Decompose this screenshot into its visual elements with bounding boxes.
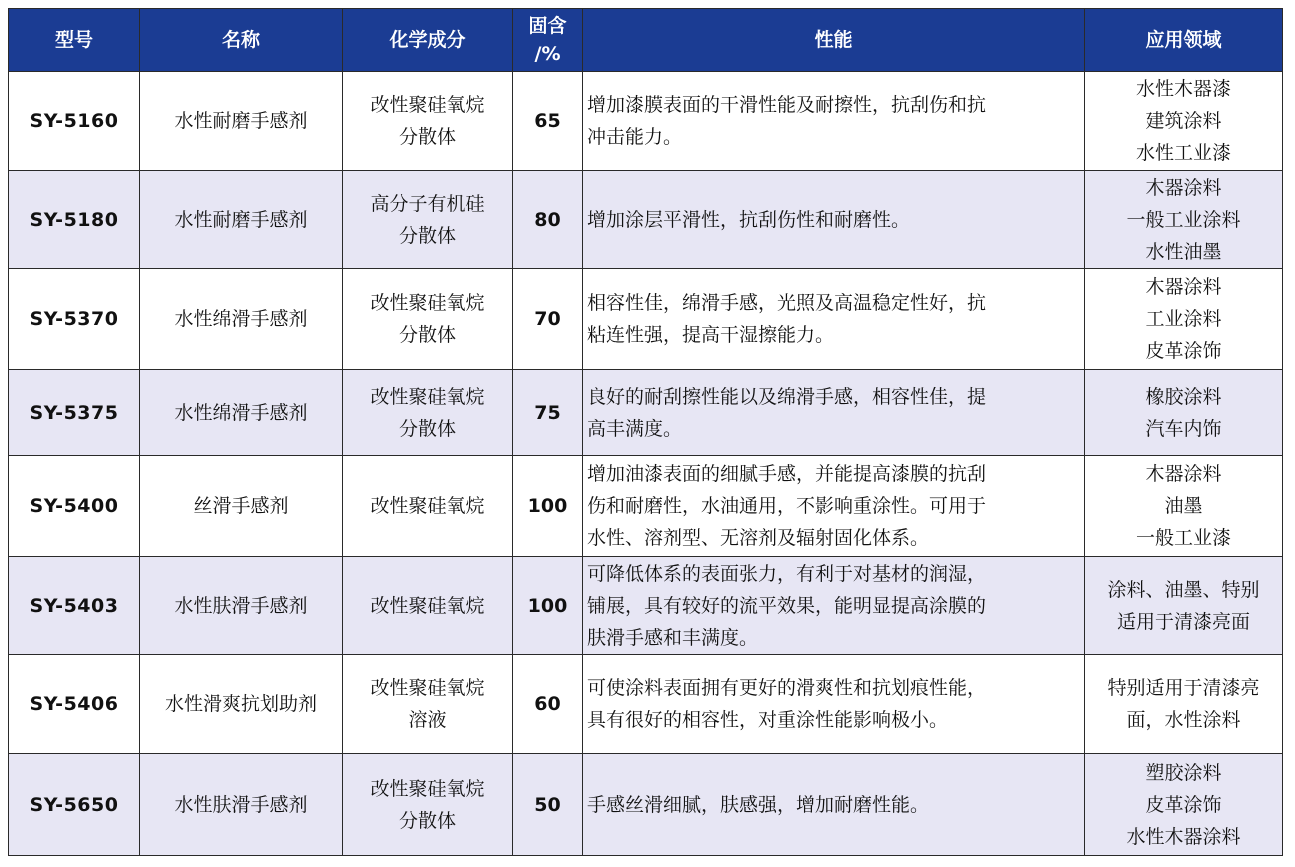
header-application: 应用领域 [1085,9,1283,72]
table-row [9,171,1283,269]
cell-solid-content: 50 [513,754,583,856]
cell-composition [343,655,513,754]
cell-model: SY-5160 [9,72,140,171]
cell-application [1085,269,1283,370]
cell-name: 水性绵滑手感剂 [140,269,343,370]
cell-application-line: 水性油墨 [1145,240,1222,263]
table-body [9,72,1283,856]
cell-solid-content: 75 [513,370,583,456]
cell-composition-line: 分散体 [398,417,456,440]
cell-performance-line: 可使涂料表面拥有更好的滑爽性和抗划痕性能， [587,677,987,699]
cell-composition-line: 改性聚硅氧烷 [370,94,485,116]
cell-solid-content: 60 [513,655,583,754]
cell-application-line: 工业涂料 [1145,308,1222,330]
cell-performance-line: 具有很好的相容性，对重涂性能影响极小。 [587,709,949,731]
header-model: 型号 [9,9,140,72]
cell-performance [583,655,1085,754]
table-row [9,269,1283,370]
cell-model: SY-5370 [9,269,140,370]
cell-performance-line: 相容性佳，绵滑手感，光照及高温稳定性好，抗 [587,292,987,314]
cell-composition [343,370,513,456]
cell-performance-line: 冲击能力。 [587,126,683,148]
cell-application [1085,171,1283,269]
cell-performance-line: 良好的耐刮擦性能以及绵滑手感，相容性佳，提 [587,385,987,408]
cell-name: 水性耐磨手感剂 [140,72,343,171]
cell-performance-line: 可降低体系的表面张力，有利于对基材的润湿， [587,562,987,585]
cell-performance [583,557,1085,655]
cell-performance-line: 高丰满度。 [587,417,683,440]
cell-application-line: 皮革涂饰 [1145,340,1222,362]
cell-composition-line: 改性聚硅氧烷 [370,677,485,699]
cell-composition-line: 分散体 [398,324,456,346]
header-performance: 性能 [583,9,1085,72]
cell-application-line: 皮革涂饰 [1145,793,1222,816]
cell-performance-line: 粘连性强，提高干湿擦能力。 [587,324,835,346]
cell-name: 丝滑手感剂 [140,456,343,557]
cell-composition [343,557,513,655]
cell-composition [343,171,513,269]
cell-performance [583,269,1085,370]
cell-application [1085,754,1283,856]
cell-model: SY-5403 [9,557,140,655]
cell-performance-line: 增加油漆表面的细腻手感，并能提高漆膜的抗刮 [587,463,987,485]
cell-composition [343,456,513,557]
cell-performance-line: 增加涂层平滑性，抗刮伤性和耐磨性。 [587,208,911,231]
cell-performance-line: 水性、溶剂型、无溶剂及辐射固化体系。 [587,527,930,549]
table-row [9,754,1283,856]
cell-application-line: 涂料、油墨、特别 [1107,578,1260,601]
cell-composition-line: 改性聚硅氧烷 [370,292,485,314]
cell-performance-line: 铺展，具有较好的流平效果，能明显提高涂膜的 [587,594,987,617]
header-solid-line1: 固含 [528,15,567,37]
cell-application-line: 木器涂料 [1145,463,1222,485]
cell-performance [583,456,1085,557]
cell-solid-content: 100 [513,456,583,557]
cell-composition-line: 改性聚硅氧烷 [370,385,485,408]
cell-performance [583,171,1085,269]
product-spec-table [8,8,1283,856]
cell-solid-content: 70 [513,269,583,370]
cell-application-line: 特别适用于清漆亮 [1107,677,1260,699]
header-name: 名称 [140,9,343,72]
table-row [9,370,1283,456]
table-row [9,72,1283,171]
cell-composition-line: 分散体 [398,126,456,148]
cell-composition-line: 改性聚硅氧烷 [370,777,485,800]
header-composition: 化学成分 [343,9,513,72]
cell-application-line: 一般工业漆 [1135,527,1231,549]
cell-performance [583,754,1085,856]
table-row [9,655,1283,754]
cell-composition-line: 分散体 [398,224,456,247]
cell-application-line: 面，水性涂料 [1126,709,1241,731]
cell-composition-line: 分散体 [398,809,456,832]
cell-composition [343,269,513,370]
table-row [9,557,1283,655]
cell-name: 水性肤滑手感剂 [140,557,343,655]
cell-model: SY-5180 [9,171,140,269]
cell-composition [343,754,513,856]
cell-name: 水性耐磨手感剂 [140,171,343,269]
cell-performance-line: 伤和耐磨性，水油通用，不影响重涂性。可用于 [587,495,987,517]
cell-solid-content: 80 [513,171,583,269]
cell-solid-content: 65 [513,72,583,171]
cell-application [1085,655,1283,754]
header-solid-content [513,9,583,72]
cell-model: SY-5406 [9,655,140,754]
cell-composition-line: 溶液 [408,709,447,731]
cell-model: SY-5375 [9,370,140,456]
cell-performance-line: 增加漆膜表面的干滑性能及耐擦性，抗刮伤和抗 [587,94,987,116]
cell-composition-line: 高分子有机硅 [370,192,485,215]
header-solid-line2: /% [534,43,561,65]
cell-model: SY-5400 [9,456,140,557]
cell-performance [583,72,1085,171]
cell-application [1085,557,1283,655]
cell-application [1085,370,1283,456]
table-row [9,456,1283,557]
cell-model: SY-5650 [9,754,140,856]
cell-composition [343,72,513,171]
cell-application-line: 一般工业涂料 [1126,208,1241,231]
cell-application [1085,456,1283,557]
cell-application-line: 水性木器涂料 [1126,825,1241,848]
cell-application-line: 木器涂料 [1145,176,1222,199]
cell-application-line: 汽车内饰 [1145,417,1222,440]
cell-performance-line: 肤滑手感和丰满度。 [587,626,759,649]
cell-name: 水性肤滑手感剂 [140,754,343,856]
cell-performance [583,370,1085,456]
cell-name: 水性绵滑手感剂 [140,370,343,456]
cell-application [1085,72,1283,171]
cell-solid-content: 100 [513,557,583,655]
cell-composition-line: 改性聚硅氧烷 [370,495,485,517]
table-header-row [9,9,1283,72]
cell-application-line: 木器涂料 [1145,276,1222,298]
cell-performance-line: 手感丝滑细腻，肤感强，增加耐磨性能。 [587,793,930,816]
cell-application-line: 橡胶涂料 [1145,385,1222,408]
cell-application-line: 建筑涂料 [1145,110,1222,132]
cell-application-line: 塑胶涂料 [1145,761,1222,784]
cell-name: 水性滑爽抗划助剂 [140,655,343,754]
cell-application-line: 油墨 [1164,495,1203,517]
cell-application-line: 水性工业漆 [1135,142,1231,164]
cell-application-line: 水性木器漆 [1135,78,1231,100]
cell-composition-line: 改性聚硅氧烷 [370,594,485,617]
cell-application-line: 适用于清漆亮面 [1116,610,1250,633]
